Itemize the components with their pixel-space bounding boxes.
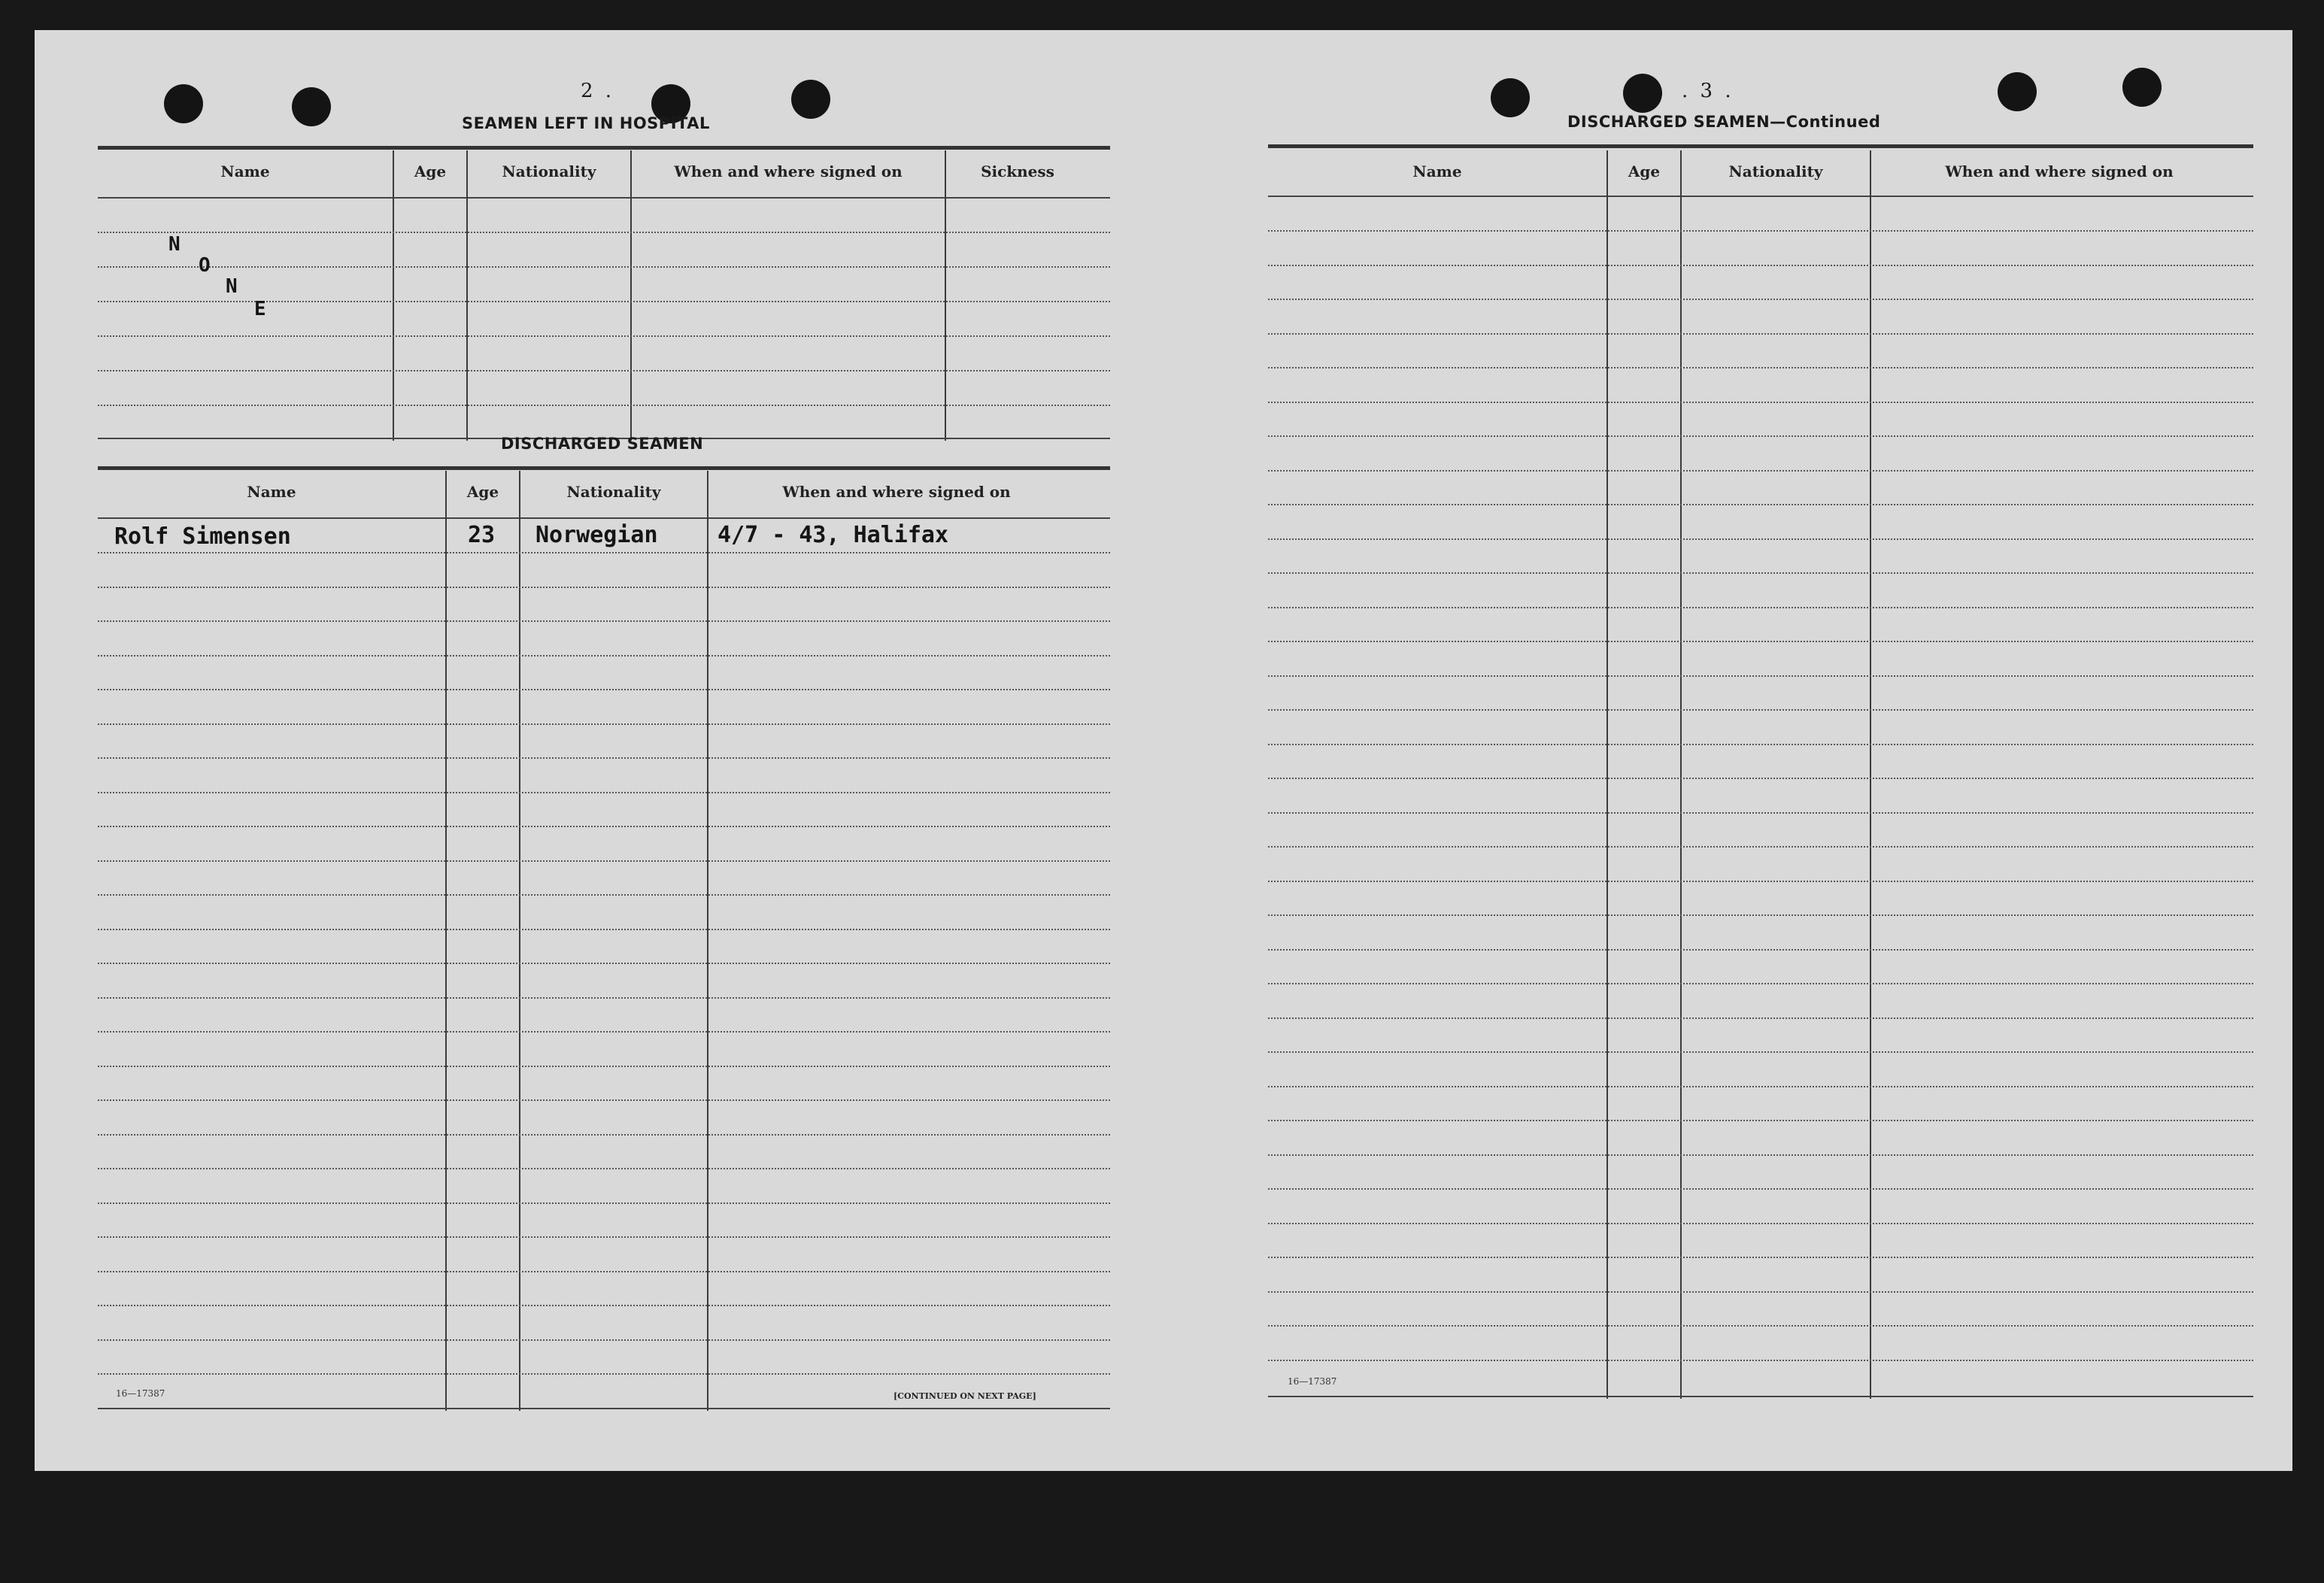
hospital-col-nationality: Nationality: [502, 162, 596, 180]
none-letter: E: [254, 298, 266, 320]
ruled-line: [1268, 402, 2253, 403]
ruled-line: [98, 1031, 1110, 1033]
ruled-line: [1268, 1360, 2253, 1361]
ruled-line: [1268, 744, 2253, 745]
none-letter: N: [168, 233, 181, 256]
ruled-line: [98, 792, 1110, 793]
discharged-col-name: Name: [247, 483, 296, 501]
hospital-col-sickness: Sickness: [981, 162, 1054, 180]
left-page: [35, 30, 1140, 1471]
ruled-line: [1268, 1291, 2253, 1293]
column-divider: [445, 471, 447, 1411]
ruled-line: [1268, 435, 2253, 437]
seaman-signed-on: 4/7 - 43, Halifax: [718, 522, 949, 548]
ruled-line: [1268, 1017, 2253, 1019]
column-divider: [707, 471, 708, 1411]
ruled-line: [1268, 983, 2253, 984]
discharged-continued-title: [1567, 113, 1880, 131]
ruled-line: [98, 266, 1110, 268]
column-divider: [393, 150, 394, 441]
ruled-line: [98, 1236, 1110, 1238]
ruled-line: [1268, 881, 2253, 882]
ruled-line: [1268, 367, 2253, 368]
ruled-line: [98, 1305, 1110, 1306]
ruled-line: [98, 1168, 1110, 1169]
page-number: . 3 .: [1682, 80, 1734, 102]
table-bottom-rule: [1268, 1396, 2253, 1397]
column-divider: [1606, 150, 1608, 1399]
ruled-line: [98, 405, 1110, 406]
ruled-line: [1268, 641, 2253, 642]
ruled-line: [98, 370, 1110, 371]
continued-note: [CONTINUED ON NEXT PAGE]: [893, 1391, 1036, 1401]
table-bottom-rule: [98, 1408, 1110, 1409]
continued-col-name: Name: [1412, 162, 1462, 180]
ruled-line: [1268, 299, 2253, 300]
form-number: 16—17387: [1288, 1376, 1337, 1387]
ruled-line: [98, 552, 1110, 553]
discharged-col-age: Age: [466, 483, 499, 501]
ruled-line: [98, 929, 1110, 930]
ruled-line: [1268, 1188, 2253, 1190]
none-letter: N: [226, 275, 238, 298]
ruled-line: [98, 1373, 1110, 1375]
ruled-line: [98, 1339, 1110, 1341]
column-divider: [630, 150, 632, 441]
ruled-line: [98, 335, 1110, 337]
ruled-line: [1268, 607, 2253, 608]
ruled-line: [98, 655, 1110, 657]
continued-col-age: Age: [1628, 162, 1661, 180]
ruled-line: [98, 1066, 1110, 1067]
ruled-line: [98, 1271, 1110, 1272]
column-divider: [1870, 150, 1871, 1399]
ruled-line: [98, 301, 1110, 302]
ruled-line: [1268, 333, 2253, 335]
seaman-age: 23: [468, 522, 496, 548]
punch-hole: [1491, 78, 1530, 117]
punch-hole: [164, 84, 203, 123]
ruled-line: [98, 997, 1110, 999]
column-divider: [519, 471, 520, 1411]
form-number: 16—17387: [116, 1388, 165, 1399]
ruled-line: [1268, 572, 2253, 574]
form-sheet: [35, 30, 2292, 1471]
seaman-name: Rolf Simensen: [114, 523, 291, 550]
ruled-line: [98, 860, 1110, 862]
header-rule: [98, 197, 1110, 199]
ruled-line: [1268, 1257, 2253, 1258]
seaman-nationality: Norwegian: [535, 522, 658, 548]
ruled-line: [98, 1099, 1110, 1101]
ruled-line: [1268, 1086, 2253, 1087]
hospital-col-signed-on: When and where signed on: [674, 162, 903, 180]
ruled-line: [98, 1202, 1110, 1204]
page-number: 2 .: [581, 80, 615, 102]
ruled-line: [1268, 1120, 2253, 1121]
ruled-line: [1268, 914, 2253, 916]
column-divider: [466, 150, 468, 441]
ruled-line: [1268, 1154, 2253, 1156]
punch-hole: [2122, 68, 2162, 107]
column-divider: [945, 150, 946, 441]
ruled-line: [1268, 1223, 2253, 1224]
ruled-line: [98, 757, 1110, 759]
punch-hole: [1998, 72, 2037, 111]
discharged-col-signed-on: When and where signed on: [782, 483, 1011, 501]
table-top-rule: [98, 146, 1110, 150]
punch-hole: [1623, 74, 1662, 113]
ruled-line: [1268, 949, 2253, 951]
ruled-line: [98, 826, 1110, 827]
ruled-line: [98, 1134, 1110, 1136]
ruled-line: [98, 689, 1110, 690]
punch-hole: [791, 80, 830, 119]
ruled-line: [1268, 265, 2253, 266]
continued-col-signed-on: When and where signed on: [1945, 162, 2174, 180]
punch-hole: [292, 87, 331, 126]
ruled-line: [1268, 846, 2253, 848]
ruled-line: [1268, 230, 2253, 232]
hospital-col-name: Name: [220, 162, 270, 180]
table-top-rule: [98, 466, 1110, 470]
section-title-main: DISCHARGED SEAMEN: [1567, 113, 1770, 131]
ruled-line: [1268, 778, 2253, 779]
ruled-line: [98, 963, 1110, 964]
discharged-section-title: DISCHARGED SEAMEN: [501, 435, 704, 453]
none-letter: O: [199, 254, 211, 277]
ruled-line: [98, 620, 1110, 622]
header-rule: [1268, 196, 2253, 197]
ruled-line: [1268, 470, 2253, 472]
continued-col-nationality: Nationality: [1728, 162, 1823, 180]
ruled-line: [98, 587, 1110, 588]
ruled-line: [98, 723, 1110, 725]
discharged-col-nationality: Nationality: [566, 483, 661, 501]
header-rule: [98, 517, 1110, 519]
ruled-line: [1268, 1051, 2253, 1053]
ruled-line: [1268, 812, 2253, 814]
column-divider: [1680, 150, 1682, 1399]
right-page: [1185, 30, 2292, 1471]
ruled-line: [1268, 1325, 2253, 1327]
ruled-line: [1268, 709, 2253, 711]
hospital-section-title: SEAMEN LEFT IN HOSPITAL: [462, 114, 710, 132]
ruled-line: [98, 232, 1110, 233]
ruled-line: [1268, 538, 2253, 540]
ruled-line: [98, 894, 1110, 896]
ruled-line: [1268, 675, 2253, 677]
table-top-rule: [1268, 144, 2253, 148]
section-title-suffix: —Continued: [1770, 113, 1881, 131]
ruled-line: [1268, 504, 2253, 505]
hospital-col-age: Age: [414, 162, 447, 180]
